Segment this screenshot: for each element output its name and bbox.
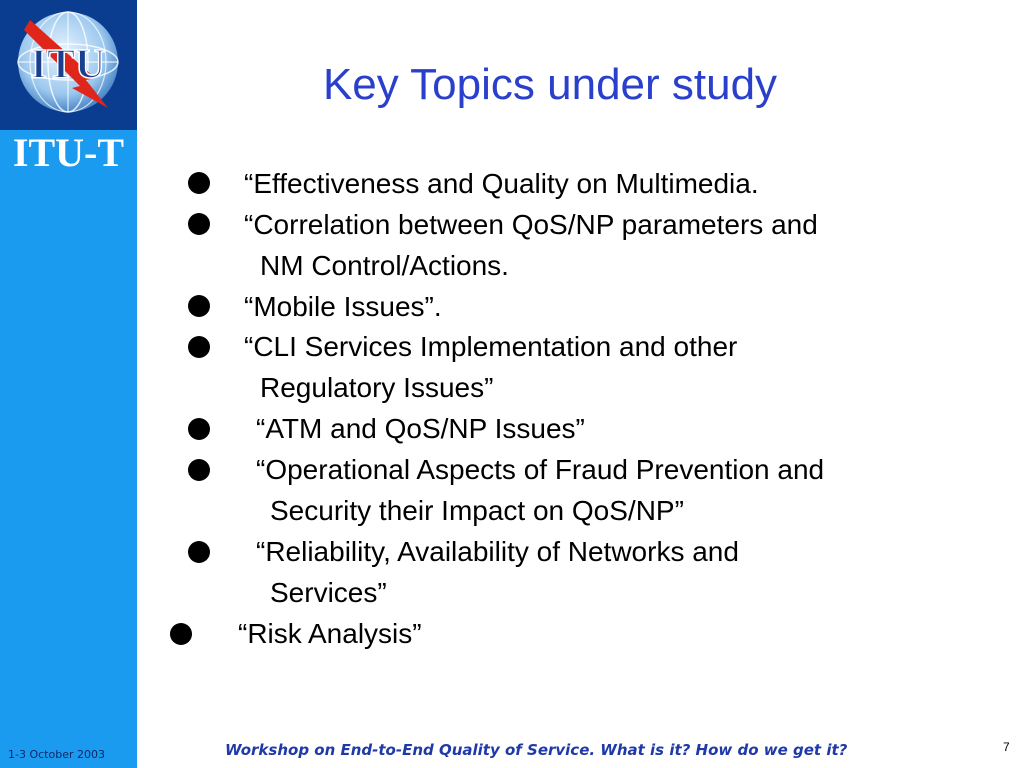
bullet-text: “Correlation between QoS/NP parameters and (244, 209, 818, 240)
bullet-dot (188, 295, 210, 317)
itu-t-label: ITU-T (12, 130, 125, 175)
bullet-text-continued: Regulatory Issues” (260, 372, 494, 403)
bullet-dot (188, 459, 210, 481)
bullet-dot (188, 213, 210, 235)
bullet-text: “CLI Services Implementation and other (244, 331, 738, 362)
bullet-text-continued: Services” (270, 577, 387, 608)
page-number: 7 (1003, 740, 1010, 754)
slide-title: Key Topics under study (322, 60, 778, 109)
bullet-text: “Mobile Issues”. (244, 291, 442, 322)
bullet-text: “Reliability, Availability of Networks and (256, 536, 739, 567)
bullet-text: “Operational Aspects of Fraud Prevention and (256, 454, 825, 485)
itu-logo (0, 0, 137, 130)
bullet-dot (170, 623, 192, 645)
bullet-text: “ATM and QoS/NP Issues” (256, 413, 585, 444)
footer-text: Workshop on End-to-End Quality of Service. What is it? How do we get it? (225, 741, 848, 759)
bullet-text-continued: NM Control/Actions. (260, 250, 509, 281)
date-label: 1-3 October 2003 (8, 748, 105, 761)
bullet-text: “Effectiveness and Quality on Multimedia. (244, 168, 759, 199)
bullet-dot (188, 418, 210, 440)
bullet-dot (188, 541, 210, 563)
sidebar (0, 0, 137, 768)
bullet-dot (188, 336, 210, 358)
bullet-dot (188, 172, 210, 194)
globe-icon (0, 0, 137, 130)
logo-text: ITU (30, 42, 106, 88)
bullet-text-continued: Security their Impact on QoS/NP” (270, 495, 684, 526)
bullet-text: “Risk Analysis” (238, 618, 422, 649)
